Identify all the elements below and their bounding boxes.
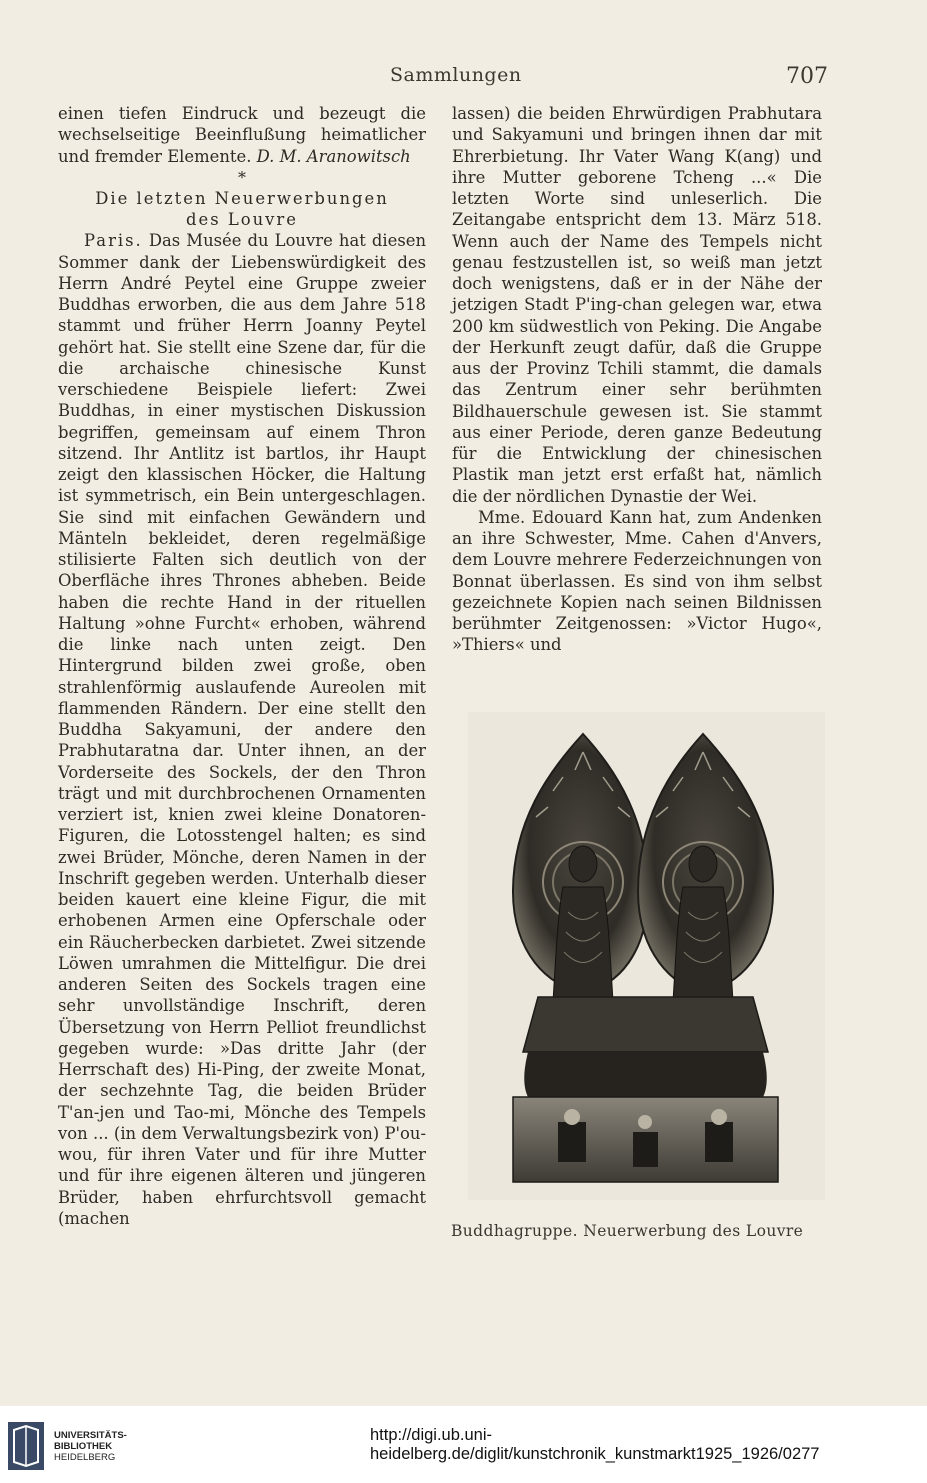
- library-name-line1: UNIVERSITÄTS-: [54, 1430, 127, 1441]
- buddha-group-photo: [468, 712, 825, 1200]
- continued-paragraph: lassen) die beiden Ehrwürdigen Prabhutara und Sakyamuni und bringen ihnen dar mit Ehrerbietung. Ihr Vater Wang K(ang) und ihre Mutter geborene Tcheng ...« Die letzten Worte sind unleserlich. Die Zeitangabe entspricht dem 13. März 518. Wenn auch der Name des Tempels nicht genau festzustellen ist, so weiß man jetzt doch wenigstens, daß er in der Nähe der jetzigen Stadt P'ing-chan gelegen war, etwa 200 km südwestlich von Peking. Die Angabe der Herkunft zeugt dafür, daß die Gruppe aus der Provinz Tchili stammt, die damals das Zentrum einer sehr berühmten Bildhauerschule gewesen ist. Sie stammt aus einer Periode, deren ganze Bedeutung für die Entwicklung der chinesischen Plastik man jetzt erst erfaßt hat, nämlich die der nördlichen Dynastie der Wei.: [452, 104, 822, 506]
- library-emblem-icon: [8, 1422, 44, 1470]
- source-url-link[interactable]: http://digi.ub.uni-heidelberg.de/diglit/kunstchronik_kunstmarkt1925_1926/0277: [370, 1426, 820, 1463]
- page-number: 707: [786, 64, 828, 89]
- left-column: [58, 103, 426, 1229]
- library-name-line3: HEIDELBERG: [54, 1452, 116, 1463]
- author-signature: D. M. Aranowitsch: [256, 146, 411, 166]
- right-column: [452, 103, 822, 656]
- running-head: Sammlungen: [390, 64, 522, 86]
- bonnat-paragraph: Mme. Edouard Kann hat, zum Andenken an ihre Schwester, Mme. Cahen d'Anvers, dem Louvre mehrere Federzeichnungen von Bonnat überlassen. Es sind von ihm selbst gezeichnete Kopien nach seinen Bildnissen berühmter Zeitgenossen: »Victor Hugo«, »Thiers« und: [452, 507, 822, 655]
- footer-bar: [0, 1406, 927, 1483]
- article-heading-line2: des Louvre: [186, 210, 298, 229]
- figure-caption: Buddhagruppe. Neuerwerbung des Louvre: [451, 1222, 804, 1240]
- article-heading-line1: Die letzten Neuerwerbungen: [95, 188, 389, 208]
- library-name-line2: BIBLIOTHEK: [54, 1441, 113, 1452]
- library-logo[interactable]: [8, 1422, 128, 1472]
- page-header: [0, 64, 927, 94]
- dateline: Paris.: [84, 231, 143, 251]
- article-heading: [58, 188, 426, 231]
- intro-text: einen tiefen Eindruck und bezeugt die wechselseitige Beeinflußung heimatlicher und fremder Elemente.: [58, 104, 426, 166]
- section-separator: *: [238, 167, 246, 187]
- intro-paragraph: [58, 103, 426, 167]
- article-body: [58, 230, 426, 1229]
- article-body-text: Das Musée du Louvre hat diesen Sommer dank der Liebenswürdigkeit des Herrn André Peytel eine Gruppe zweier Buddhas erworben, die aus dem Jahre 518 stammt und früher Herrn Joanny Peytel gehört hat. Sie stellt eine Szene dar, für die die archaische chinesische Kunst verschiedene Beispiele liefert: Zwei Buddhas, in einer mystischen Diskussion begriffen, gemeinsam auf einem Thron sitzend. Ihr Antlitz ist bartlos, ihr Haupt zeigt den klassischen Höcker, die Haltung ist symmetrisch, ein Bein untergeschlagen. Sie sind mit einfachen Gewändern und Mänteln bekleidet, deren regelmäßige stilisierte Falten sich deutlich von der Oberfläche ihres Thrones abheben. Beide haben die rechte Hand in der rituellen Haltung »ohne Furcht« erhoben, während die linke nach unten zeigt. Den Hintergrund bilden zwei große, oben strahlenförmig auslaufende Aureolen mit flammenden Rändern. Der eine stellt den Buddha Sakyamuni, der andere den Prabhutaratna dar. Unter ihnen, an der Vorderseite des Sockels, der den Thron trägt und mit durchbrochenen Ornamenten verziert ist, knien zwei kleine Donatoren-Figuren, die Lotosstengel halten; es sind zwei Brüder, Mönche, deren Namen in der Inschrift gegeben werden. Unterhalb dieser beiden kauert eine kleine Figur, die mit erhobenen Armen eine Opferschale oder ein Räucherbecken darbietet. Zwei sitzende Löwen umrahmen die Mittelfigur. Die drei anderen Seiten des Sockels tragen eine sehr unvollständige Inschrift, deren Übersetzung von Herrn Pelliot freundlichst gegeben wurde: »Das dritte Jahr (der Herrschaft des) Hi-Ping, der zweite Monat, der sechzehnte Tag, die beiden Brüder T'an-jen und Tao-mi, Mönche des Tempels von ... (in dem Verwaltungsbezirk von) P'ou-wou, für ihren Vater und für ihre Mutter und für ihre eigenen älteren und jüngeren Brüder, haben ehrfurchtsvoll gemacht (machen: [58, 231, 426, 1228]
- library-name: [54, 1430, 127, 1463]
